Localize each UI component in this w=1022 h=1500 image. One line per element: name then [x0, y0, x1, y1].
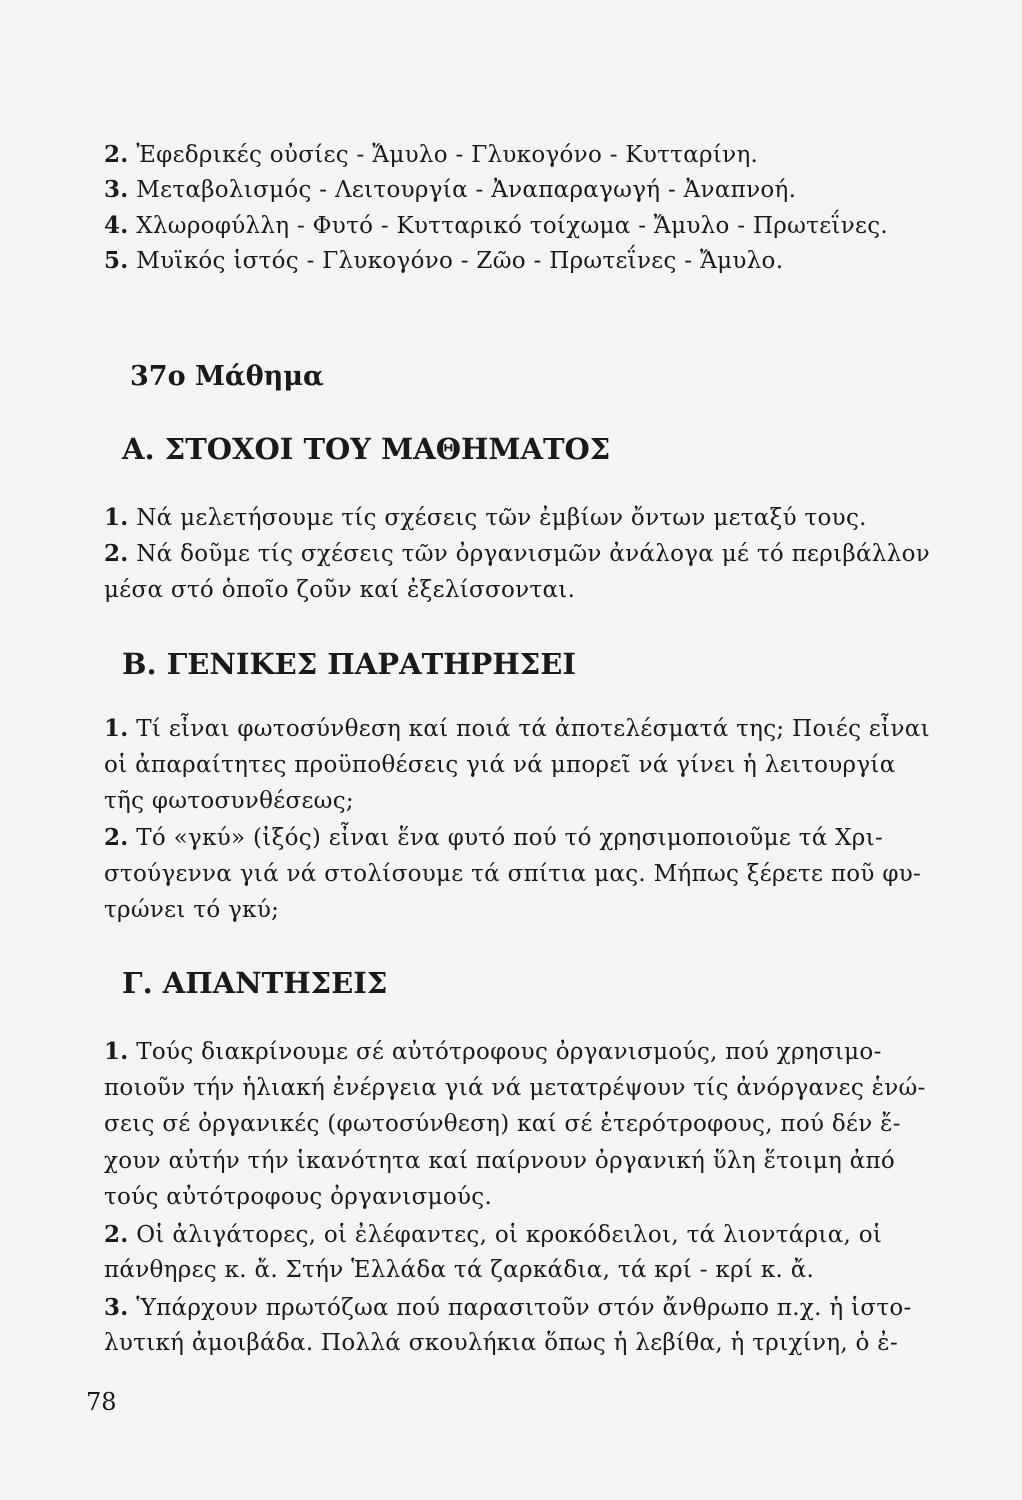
list-item: 2. Ἐφεδρικές οὐσίες - Ἄμυλο - Γλυκογόνο - Κυτταρίνη.: [104, 141, 759, 168]
list-item: 2. Τό «γκύ» (ἰξός) εἶναι ἕνα φυτό πού τό χρησιμοποιοῦμε τά Χρι-: [104, 824, 884, 851]
list-item-continuation: λυτική ἀμοιβάδα. Πολλά σκουλήκια ὅπως ἡ λεβίθα, ἡ τριχίνη, ὁ ἐ-: [104, 1330, 899, 1356]
list-item-continuation: πάνθηρες κ. ἄ. Στήν Ἑλλάδα τά ζαρκάδια, τά κρί - κρί κ. ἄ.: [104, 1257, 815, 1283]
list-item: 1. Νά μελετήσουμε τίς σχέσεις τῶν ἐμβίων ὄντων μεταξύ τους.: [104, 504, 867, 531]
section-a-title: Α. ΣΤΟΧΟΙ ΤΟΥ ΜΑΘΗΜΑΤΟΣ: [122, 432, 611, 466]
list-item-continuation: χουν αὐτήν τήν ἱκανότητα καί παίρνουν ὀργανική ὕλη ἕτοιμη ἀπό: [104, 1148, 896, 1174]
list-item-continuation: τῆς φωτοσυνθέσεως;: [104, 788, 354, 814]
lesson-title: 37ο Μάθημα: [130, 361, 324, 392]
list-item: 2. Οἱ ἀλιγάτορες, οἱ ἐλέφαντες, οἱ κροκόδειλοι, τά λιοντάρια, οἱ: [104, 1221, 883, 1248]
list-item: 2. Νά δοῦμε τίς σχέσεις τῶν ὀργανισμῶν ἀνάλογα μέ τό περιβάλλον: [104, 540, 930, 567]
list-item-continuation: τούς αὐτότροφους ὀργανισμούς.: [104, 1184, 493, 1210]
list-item: 3. Ὑπάρχουν πρωτόζωα πού παρασιτοῦν στόν ἄνθρωπο π.χ. ἡ ἱστο-: [104, 1294, 912, 1321]
list-item: 4. Χλωροφύλλη - Φυτό - Κυτταρικό τοίχωμα - Ἄμυλο - Πρωτεΐνες.: [104, 212, 889, 239]
list-item: 5. Μυϊκός ἱστός - Γλυκογόνο - Ζῶο - Πρωτεΐνες - Ἄμυλο.: [104, 247, 784, 274]
page-number: 78: [86, 1388, 117, 1416]
list-item-continuation: σεις σέ ὀργανικές (φωτοσύνθεση) καί σέ ἑτερότροφους, πού δέν ἔ-: [104, 1111, 901, 1137]
list-item-continuation: μέσα στό ὁποῖο ζοῦν καί ἐξελίσσονται.: [104, 577, 576, 603]
list-item-continuation: οἱ ἀπαραίτητες προϋποθέσεις γιά νά μπορεῖ νά γίνει ἡ λειτουργία: [104, 752, 896, 778]
list-item-continuation: στούγεννα γιά νά στολίσουμε τά σπίτια μας. Μήπως ξέρετε ποῦ φυ-: [104, 861, 922, 887]
list-item-continuation: τρώνει τό γκύ;: [104, 897, 280, 923]
list-item-continuation: ποιοῦν τήν ἡλιακή ἐνέργεια γιά νά μετατρέψουν τίς ἀνόργανες ἑνώ-: [104, 1075, 926, 1101]
list-item: 3. Μεταβολισμός - Λειτουργία - Ἀναπαραγωγή - Ἀναπνοή.: [104, 176, 797, 203]
list-item: 1. Τί εἶναι φωτοσύνθεση καί ποιά τά ἀποτελέσματά της; Ποιές εἶναι: [104, 715, 930, 742]
section-c-title: Γ. ΑΠΑΝΤΗΣΕΙΣ: [122, 966, 388, 1000]
section-b-title: Β. ΓΕΝΙΚΕΣ ΠΑΡΑΤΗΡΗΣΕΙ: [122, 647, 576, 681]
list-item: 1. Τούς διακρίνουμε σέ αὐτότροφους ὀργανισμούς, πού χρησιμο-: [104, 1038, 882, 1065]
